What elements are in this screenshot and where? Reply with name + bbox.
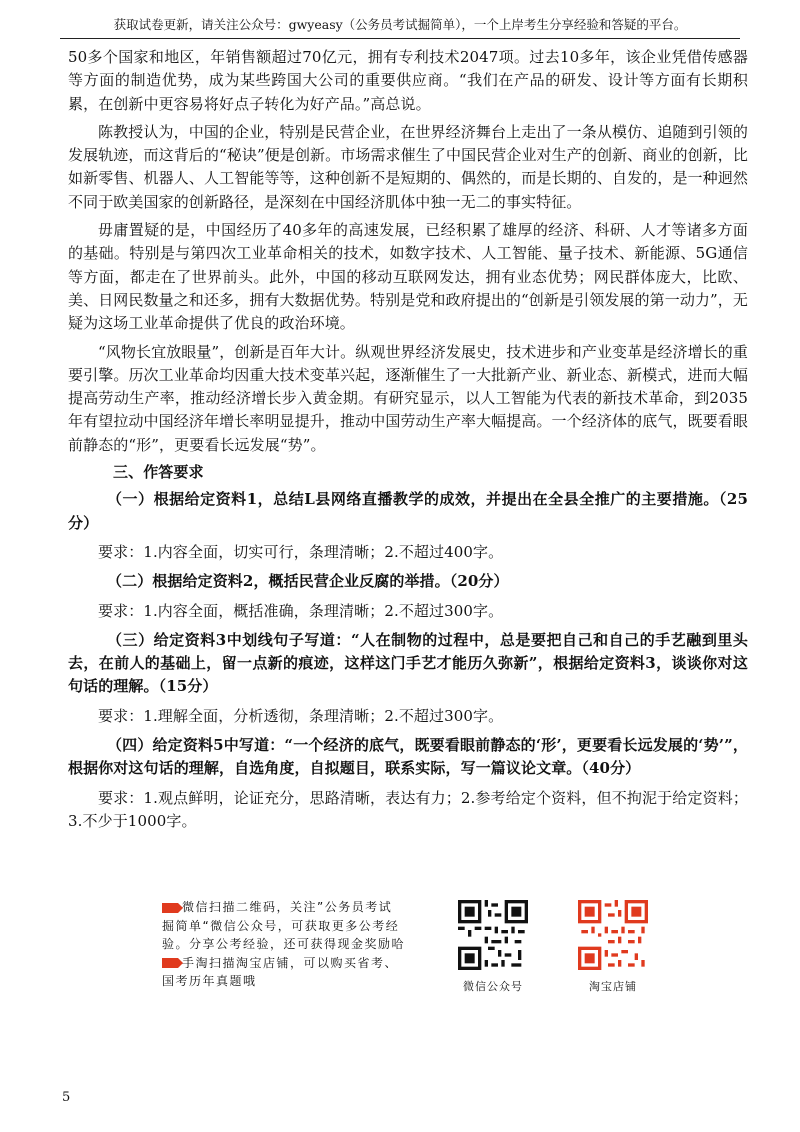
question-requirement: 要求：1.内容全面，切实可行，条理清晰；2.不超过400字。 [98,542,504,561]
promo-line: 掘简单“微信公众号，可获取更多公考经 [162,918,400,933]
question-prompt: （三）给定资料3中划线句子写道：“人在制物的过程中，总是要把自己和自己的手艺融到里头去，在前人的基础上，留一点新的痕迹，这样这门手艺才能历久弥新”，根据给定资料3，谈谈你对这句话的理解。（15分） [68,630,748,696]
section-title: 三、作答要求 [113,463,204,482]
paragraph: 陈教授认为，中国的企业，特别是民营企业，在世界经济舞台上走出了一条从模仿、追随到引领的发展轨迹，而这背后的“秘诀”便是创新。市场需求催生了中国民营企业对生产的创新、商业的创新，比如新零售、机器人、人工智能等等，这种创新不是短期的、偶然的，而是长期的、自发的，是一种迥然不同于欧美国家的创新路径，是深刻在中国经济肌体中独一无二的事实特征。 [68,122,748,211]
question-prompt: （二）根据给定资料2，概括民营企业反腐的举措。（20分） [107,572,509,591]
arrow-bullet-icon [162,958,178,968]
promo-block [162,898,462,991]
question-requirement: 要求：1.观点鲜明，论证充分，思路清晰，表达有力；2.参考给定个资料，但不拘泥于给定资料；3.不少于1000字。 [68,788,748,830]
question-prompt: （四）给定资料5中写道：“一个经济的底气，既要看眼前静态的‘形’，更要看长远发展的‘势’”，根据你对这句话的理解，自选角度，自拟题目，联系实际，写一篇议论文章。（40分） [68,736,748,778]
question-prompt: （一）根据给定资料1，总结L县网络直播教学的成效，并提出在全县全推广的主要措施。（25分） [68,490,748,532]
qr-label: 淘宝店铺 [589,980,637,993]
qr-label: 微信公众号 [463,980,523,993]
question-requirement: 要求：1.理解全面，分析透彻，条理清晰；2.不超过300字。 [98,706,504,725]
document-body [68,46,748,839]
paragraph: 50多个国家和地区，年销售额超过70亿元，拥有专利技术2047项。过去10多年，该企业凭借传感器等方面的制造优势，成为某些跨国大公司的重要供应商。“我们在产品的研发、设计等方面有长期积累，在创新中更容易将好点子转化为好产品。”高总说。 [68,48,748,113]
taobao-qr-code-icon [578,900,648,970]
paragraph: 毋庸置疑的是，中国经历了40多年的高速发展，已经积累了雄厚的经济、科研、人才等诸多方面的基础。特别是与第四次工业革命相关的技术，如数字技术、人工智能、量子技术、新能源、5G通信等方面，都走在了世界前头。此外，中国的移动互联网发达，拥有业态优势；网民群体庞大，比欧、美、日网民数量之和还多，拥有大数据优势。特别是党和政府提出的“创新是引领发展的第一动力”，无疑为这场工业革命提供了优良的政治环境。 [68,221,748,333]
promo-line: 验。分享公考经验，还可获得现金奖励哈 [162,937,406,951]
page-header [60,14,740,39]
promo-line: 微信扫描二维码，关注”公务员考试 [162,898,462,917]
arrow-bullet-icon [162,903,178,913]
question-requirement: 要求：1.内容全面，概括准确，条理清晰；2.不超过300字。 [98,601,504,620]
wechat-qr-code-icon [458,900,528,970]
page-number: 5 [62,1090,71,1105]
promo-line: 国考历年真题哦 [162,974,257,988]
header-text: 获取试卷更新，请关注公众号：gwyeasy（公务员考试掘简单），一个上岸考生分享经验和答疑的平台。 [113,17,687,32]
promo-line: 手淘扫描淘宝店铺，可以购买省考、 [162,954,462,973]
paragraph: “风物长宜放眼量”，创新是百年大计。纵观世界经济发展史，技术进步和产业变革是经济增长的重要引擎。历次工业革命均因重大技术变革兴起，逐渐催生了一大批新产业、新业态、新模式，进而大幅提高劳动生产率，推动经济增长步入黄金期。有研究显示，以人工智能为代表的新技术革命，到2035年有望拉动中国经济年增长率明显提升，推动中国劳动生产率大幅提高。一个经济体的底气，既要看眼前静态的“形”，更要看长远发展“势”。 [68,342,748,454]
